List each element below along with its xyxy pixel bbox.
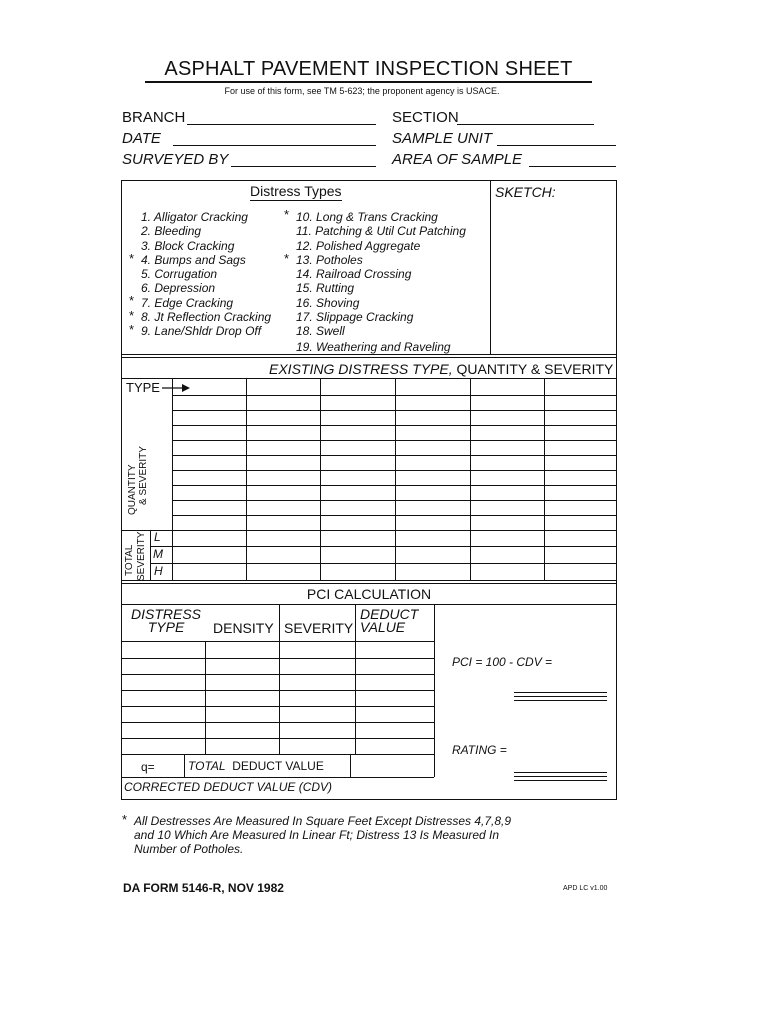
surveyed-by-label: SURVEYED BY: [122, 151, 229, 168]
distress-item: 3. Block Cracking: [141, 238, 235, 253]
date-label: DATE: [122, 130, 161, 147]
asterisk-marker: *: [284, 207, 290, 222]
distress-list-right: [296, 210, 466, 354]
cdv-label: CORRECTED DEDUCT VALUE (CDV): [124, 780, 333, 794]
section-field[interactable]: [457, 124, 594, 125]
distress-item: 18. Swell: [296, 324, 345, 339]
asterisk-marker: *: [284, 251, 290, 266]
total-label: TOTAL: [124, 544, 135, 576]
sample-unit-label: SAMPLE UNIT: [392, 130, 493, 147]
grid-row-line: [172, 563, 617, 564]
distress-types-heading: Distress Types: [250, 183, 342, 199]
grid-row-line: [121, 754, 434, 755]
grid-column-line: [350, 754, 351, 777]
distress-item: 11. Patching & Util Cut Patching: [296, 224, 466, 239]
level-high: H: [154, 564, 163, 578]
form-title: ASPHALT PAVEMENT INSPECTION SHEET: [145, 57, 592, 83]
distress-item: 1. Alligator Cracking: [141, 210, 248, 224]
sketch-divider: [490, 180, 491, 354]
area-of-sample-label: AREA OF SAMPLE: [392, 151, 523, 168]
distress-item: 9. Lane/Shldr Drop Off: [141, 324, 262, 339]
grid-row-line: [172, 500, 617, 501]
distress-item: 13. Potholes: [296, 252, 363, 267]
grid-column-line: [184, 754, 185, 777]
asterisk-marker: *: [129, 308, 135, 323]
grid-column-line: [544, 378, 545, 580]
grid-row-line: [172, 425, 617, 426]
pci-formula: PCI = 100 - CDV =: [452, 655, 553, 669]
severity-label: & SEVERITY: [138, 446, 149, 505]
level-medium: M: [153, 547, 163, 561]
sketch-label: SKETCH:: [495, 184, 556, 200]
grid-row-line: [172, 485, 617, 486]
grid-row-line: [172, 530, 617, 531]
rating-label: RATING =: [452, 743, 507, 757]
grid-row-line: [121, 641, 434, 642]
grid-column-line: [320, 378, 321, 580]
distress-item: 5. Corrugation: [141, 267, 218, 282]
distress-list-left: [141, 210, 271, 339]
grid-row-line: [172, 395, 617, 396]
grid-row-line: [172, 440, 617, 441]
grid-row-line: [121, 690, 434, 691]
arrow-right-icon: [162, 382, 192, 394]
existing-distress-heading: EXISTING DISTRESS TYPE, QUANTITY & SEVERITY: [269, 361, 614, 377]
grid-row-line: [172, 470, 617, 471]
footnote-asterisk: *: [122, 812, 128, 827]
col-deduct-value: DEDUCT VALUE: [360, 606, 419, 635]
form-subtitle: For use of this form, see TM 5-623; the proponent agency is USACE.: [224, 86, 500, 96]
grid-column-line: [355, 604, 356, 641]
grid-column-line: [246, 378, 247, 580]
distress-item: 14. Railroad Crossing: [296, 267, 412, 282]
grid-column-line: [395, 378, 396, 580]
footnote-text: All Destresses Are Measured In Square Feet Except Distresses 4,7,8,9 and 10 Which Are Measured In Linear Ft; Distress 13 Is Measured In Number of Potholes.: [134, 814, 512, 856]
quantity-label: QUANTITY: [127, 464, 138, 515]
distress-item: 15. Rutting: [296, 281, 355, 296]
section-label: SECTION: [392, 109, 459, 126]
grid-row-line: [121, 777, 434, 778]
surveyed-by-field[interactable]: [231, 166, 376, 167]
distress-item: 4. Bumps and Sags: [141, 252, 246, 267]
grid-row-line: [121, 722, 434, 723]
q-label: q=: [141, 760, 155, 774]
col-density: DENSITY: [213, 620, 274, 636]
grid-row-line: [172, 515, 617, 516]
grid-row-line: [172, 410, 617, 411]
level-low: L: [154, 530, 161, 544]
distress-item: 6. Depression: [141, 281, 216, 296]
distress-item: 7. Edge Cracking: [141, 295, 234, 310]
col-severity: SEVERITY: [284, 620, 354, 636]
grid-column-line: [434, 604, 435, 777]
date-field[interactable]: [173, 145, 376, 146]
grid-row-line: [121, 738, 434, 739]
branch-field[interactable]: [187, 124, 376, 125]
distress-item: 12. Polished Aggregate: [296, 238, 421, 253]
grid-column-line: [172, 378, 173, 580]
distress-item: 8. Jt Reflection Cracking: [141, 310, 272, 325]
type-label: TYPE: [126, 380, 160, 395]
grid-row-line: [172, 455, 617, 456]
grid-column-line: [470, 378, 471, 580]
grid-row-line: [121, 658, 434, 659]
asterisk-marker: *: [129, 251, 135, 266]
area-of-sample-field[interactable]: [529, 166, 616, 167]
distress-item: 16. Shoving: [296, 295, 360, 310]
distress-item: 17. Slippage Cracking: [296, 310, 414, 325]
branch-label: BRANCH: [122, 109, 186, 126]
pci-heading: PCI CALCULATION: [306, 586, 432, 602]
grid-row-line: [172, 546, 617, 547]
total-severity-label: SEVERITY: [136, 531, 147, 581]
distress-item: 10. Long & Trans Cracking: [296, 210, 438, 224]
col-distress-type: DISTRESS TYPE: [131, 606, 202, 635]
total-deduct-label: TOTAL DEDUCT VALUE: [188, 759, 324, 773]
distress-item: 19. Weathering and Raveling: [296, 339, 451, 354]
grid-row-line: [121, 706, 434, 707]
distress-item: 2. Bleeding: [141, 224, 202, 239]
asterisk-marker: *: [129, 293, 135, 308]
form-id: DA FORM 5146-R, NOV 1982: [123, 881, 284, 895]
sample-unit-field[interactable]: [497, 145, 616, 146]
grid-column-line: [279, 604, 280, 641]
grid-row-line: [121, 674, 434, 675]
version-label: APD LC v1.00: [563, 885, 608, 892]
asterisk-marker: *: [129, 322, 135, 337]
